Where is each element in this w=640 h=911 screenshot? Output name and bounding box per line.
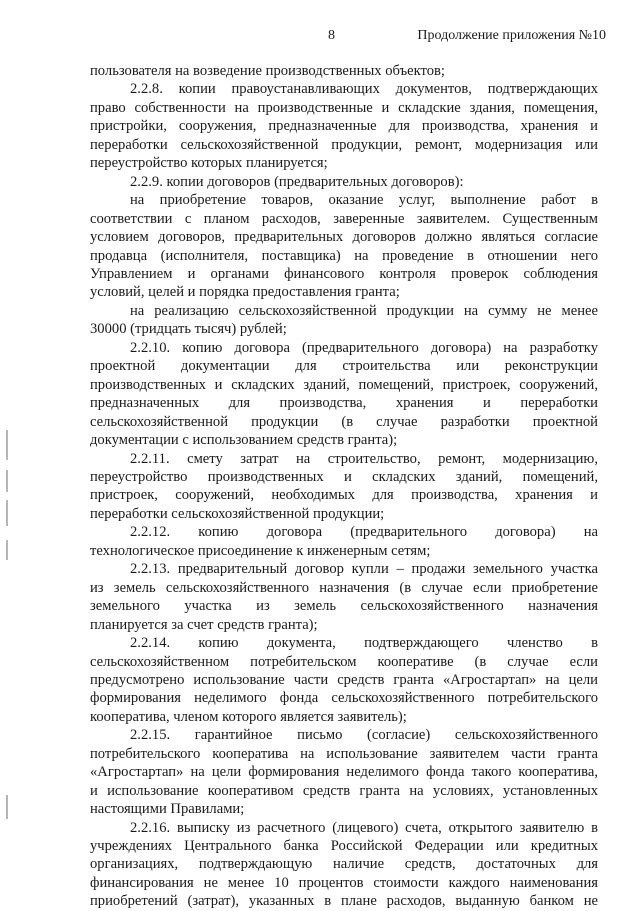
text-line: на приобретение товаров, оказание услуг, выполнение работ в — [130, 192, 598, 209]
text-line: приобретений (затрат), указанных в плане расходов, выданную банком не — [90, 893, 598, 910]
text-line: технологическое присоединение к инженерным сетям; — [90, 542, 431, 559]
text-line: переработки сельскохозяйственной продукции; — [90, 505, 385, 522]
text-line: формирования неделимого фонда сельскохозяйственного потребительского — [90, 690, 598, 707]
page-number: 8 — [328, 28, 335, 43]
text-line: пристройки, сооружения, предназначенные для производства, хранения и — [90, 118, 598, 135]
text-line: сельскохозяйственном потребительском кооперативе (в случае если — [90, 653, 598, 670]
text-line: 2.2.14. копию документа, подтверждающего членство в — [130, 635, 598, 652]
text-line: пользователя на возведение производственных объектов; — [90, 63, 445, 79]
scan-edge-marks — [6, 0, 12, 905]
text-line: предназначенных для производства, хранения и переработки — [90, 395, 598, 412]
text-line: 2.2.16. выписку из расчетного (лицевого) счета, открытого заявителю в — [130, 819, 598, 836]
text-line: земельного участка из земель сельскохозяйственного назначения — [90, 598, 598, 615]
text-line: 2.2.9. копии договоров (предварительных договоров): — [130, 173, 464, 190]
text-line: из земель сельскохозяйственного назначения (в случае если приобретение — [90, 579, 598, 596]
text-line: 2.2.15. гарантийное письмо (согласие) сельскохозяйственного — [130, 727, 598, 744]
text-line: 2.2.11. смету затрат на строительство, ремонт, модернизацию, — [130, 450, 598, 467]
text-line: настоящими Правилами; — [90, 801, 245, 818]
text-line: сельскохозяйственной продукции (в случае разработки проектной — [90, 413, 598, 430]
text-line: и использование кооперативом средств гранта на условиях, установленных — [90, 782, 598, 799]
text-line: 2.2.12. копию договора (предварительного договора) на — [130, 524, 598, 541]
text-line: предусмотрено использование части средств гранта «Агростартап» на цели — [90, 671, 598, 688]
text-line: потребительского кооператива на использование заявителем части гранта — [90, 745, 598, 762]
text-line: переработки сельскохозяйственной продукции, ремонт, модернизация или — [90, 136, 598, 153]
text-line: проектной документации для строительства или реконструкции — [90, 358, 598, 375]
text-line: 2.2.8. копии правоустанавливающих документов, подтверждающих — [130, 81, 598, 98]
text-line: условием договоров, предварительных договоров должно являться согласие — [90, 229, 598, 246]
text-line: 2.2.10. копию договора (предварительного договора) на разработку — [130, 339, 598, 356]
text-line: на реализацию сельскохозяйственной продукции на сумму не менее — [130, 302, 598, 319]
document-body — [90, 62, 598, 911]
text-line: право собственности на производственные и складские здания, помещения, — [90, 99, 598, 116]
text-line: организациях, подтверждающую наличие средств, достаточных для — [90, 856, 598, 873]
text-line: учреждениях Центрального банка Российской Федерации или кредитных — [90, 838, 598, 855]
text-line: «Агростартап» на цели формирования неделимого фонда такого кооператива, — [90, 764, 598, 781]
text-line: Управлением и органами финансового контроля проверок соблюдения — [90, 265, 598, 282]
text-line: соответствии с планом расходов, заверенные заявителем. Существенным — [90, 210, 598, 227]
text-line: финансирования не менее 10 процентов стоимости каждого наименования — [90, 874, 598, 891]
text-line: условий, целей и порядка предоставления гранта; — [90, 284, 400, 301]
text-line: планируется за счет средств гранта); — [90, 616, 318, 633]
text-line: переустройство производственных и складских зданий, помещений, — [90, 468, 598, 485]
text-line: кооператива, членом которого является заявитель); — [90, 708, 407, 725]
text-line: 30000 (тридцать тысяч) рублей; — [90, 321, 287, 338]
text-line: 2.2.13. предварительный договор купли – продажи земельного участка — [130, 561, 598, 578]
appendix-continuation-label: Продолжение приложения №10 — [417, 28, 606, 43]
text-line: документации с использованием средств гранта); — [90, 432, 398, 449]
text-line: производственных и складских зданий, помещений, пристроек, сооружений, — [90, 376, 598, 393]
text-line: переустройство которых планируется; — [90, 155, 328, 172]
text-line: продавца (исполнителя, поставщика) на проведение в отношении него — [90, 247, 598, 264]
text-line: пристроек, сооружений, необходимых для производства, хранения и — [90, 487, 598, 504]
